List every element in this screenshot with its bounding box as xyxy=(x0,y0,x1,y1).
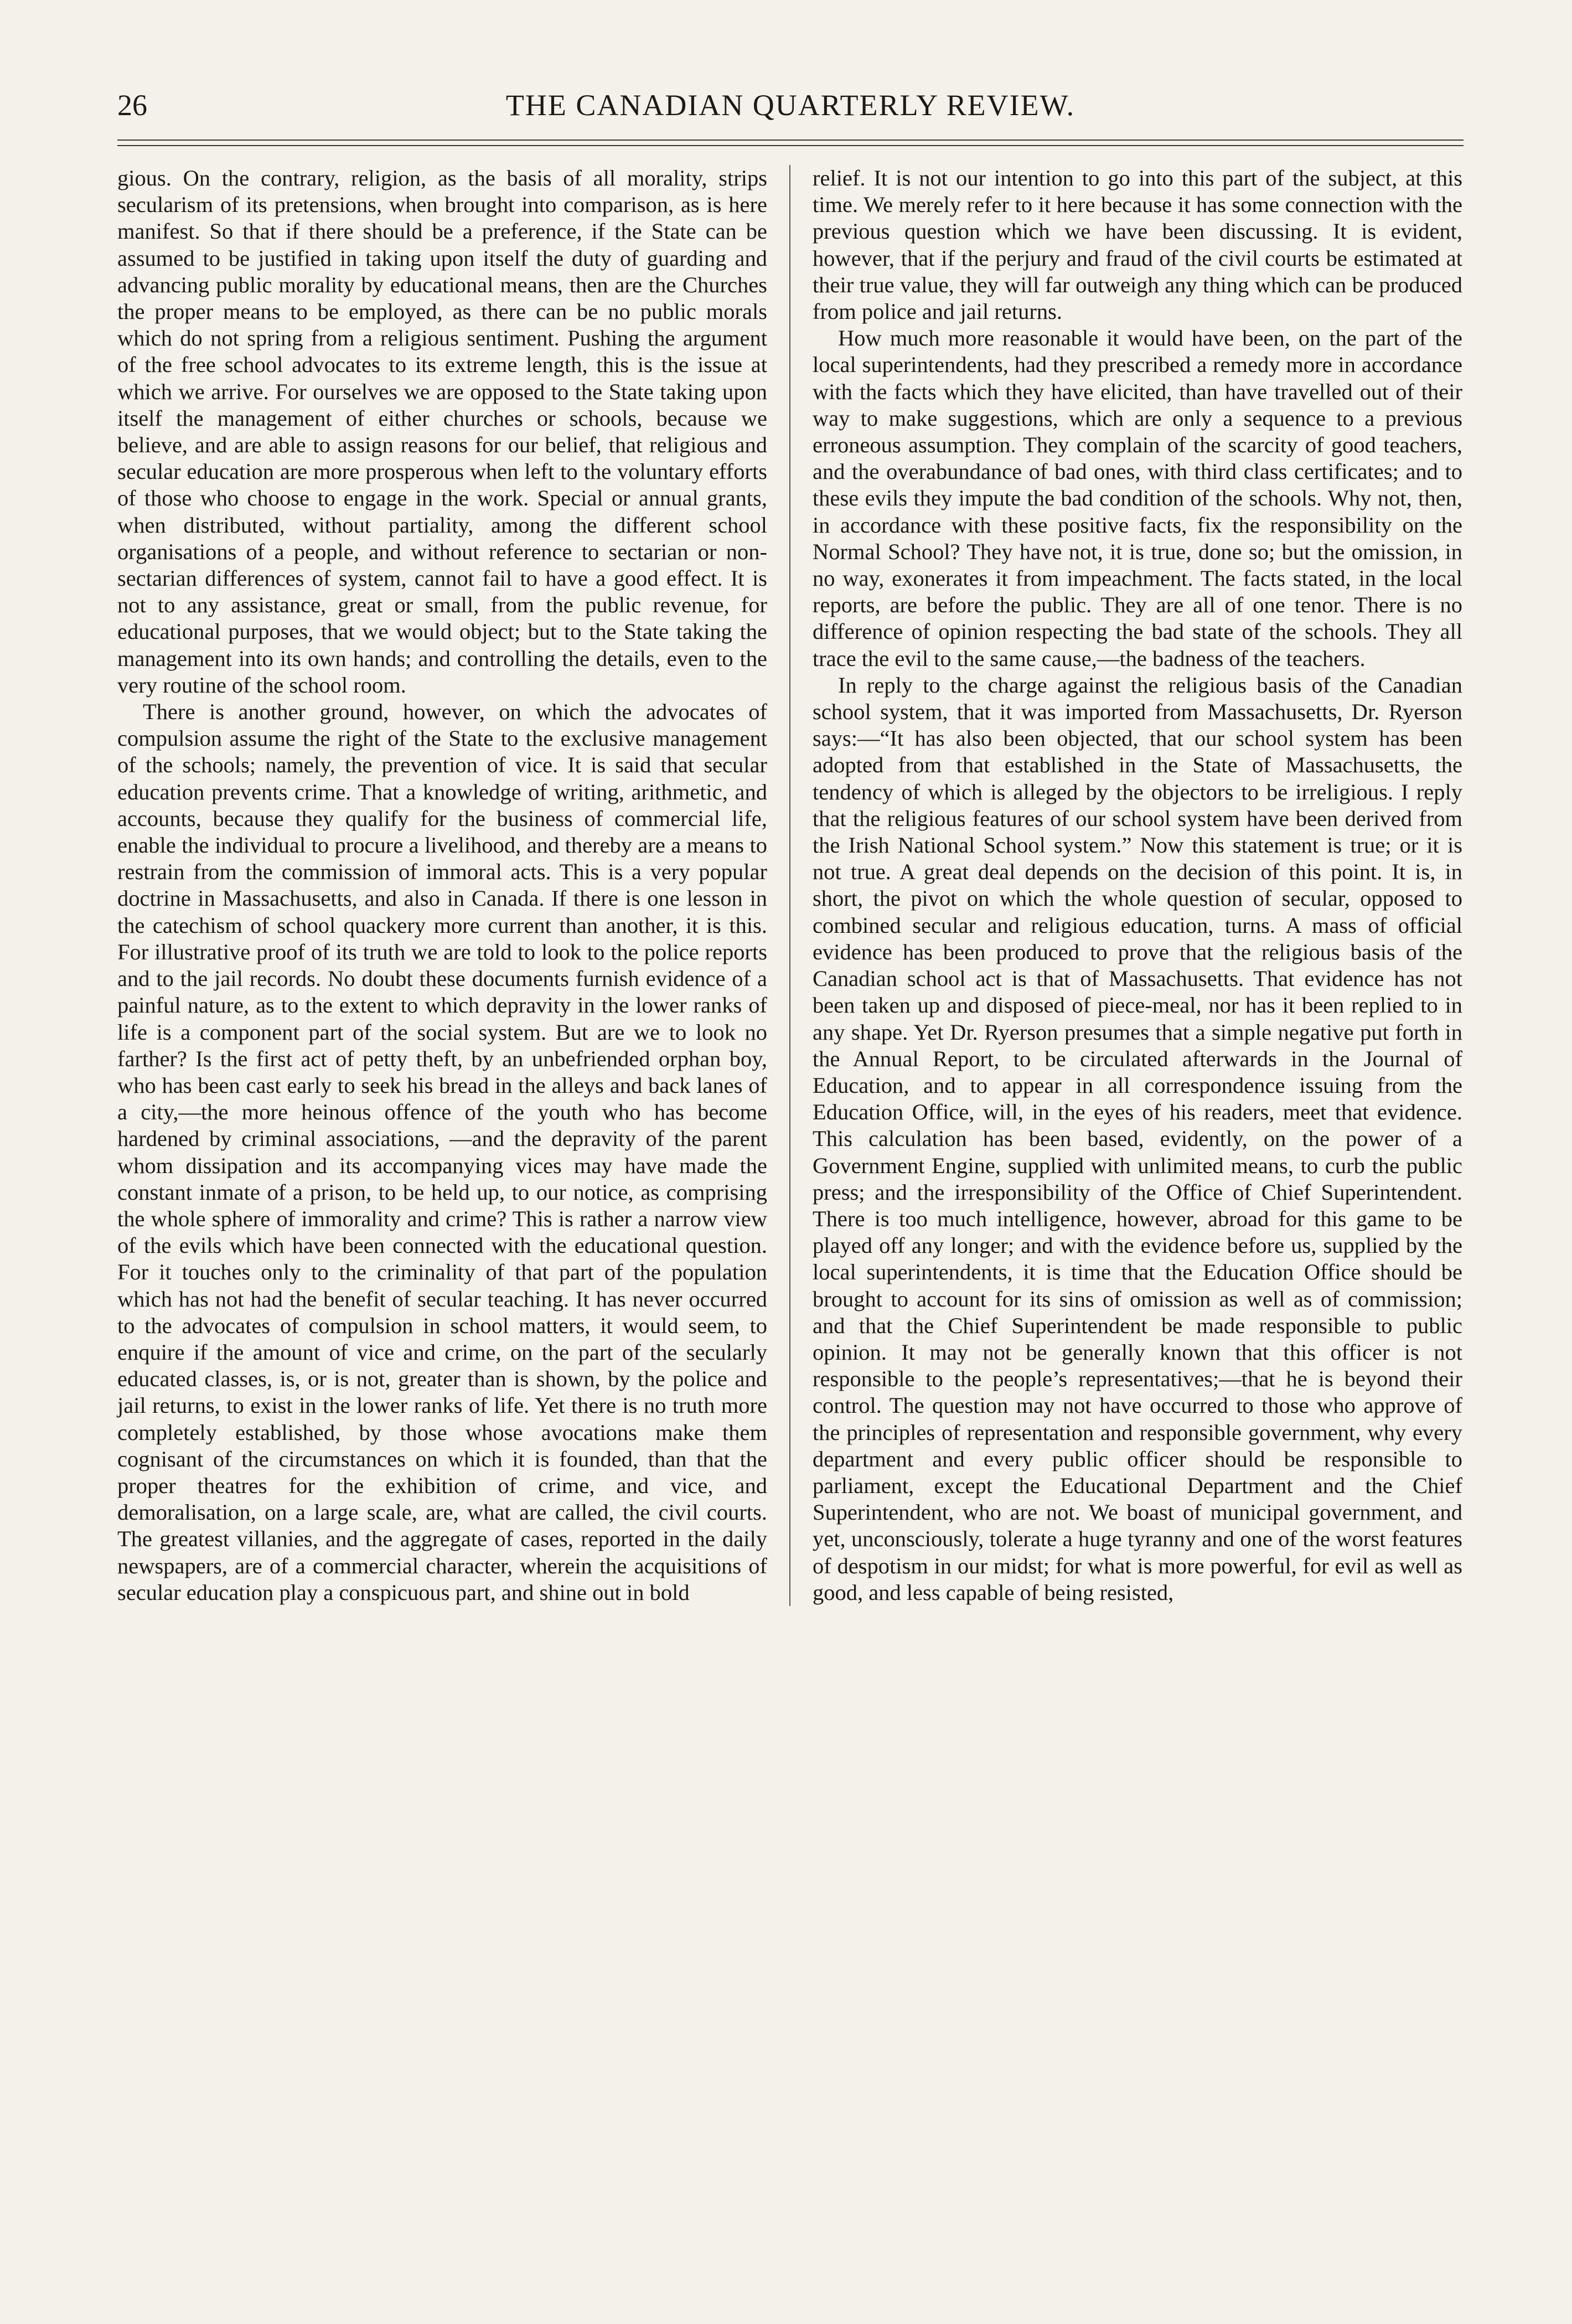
header-rule xyxy=(117,140,1464,146)
left-column xyxy=(117,165,779,1606)
running-title: THE CANADIAN QUARTERLY REVIEW. xyxy=(505,89,1075,122)
page-header xyxy=(117,83,1464,127)
text-columns xyxy=(117,165,1464,1606)
paragraph: There is another ground, however, on which the advocates of compulsion assume the right of the State to the exclusive management of the schools; namely, the prevention of vice. It is said that secular education prevents crime. That a knowledge of writing, arithmetic, and accounts, because they qualify for the business of commercial life, enable the individual to procure a livelihood, and thereby are a means to restrain from the commission of immoral acts. This is a very popular doctrine in Massachusetts, and also in Canada. If there is one lesson in the catechism of school quackery more current than another, it is this. For illustrative proof of its truth we are told to look to the police reports and to the jail records. No doubt these documents furnish evidence of a painful nature, as to the extent to which depravity in the lower ranks of life is a component part of the social system. But are we to look no farther? Is the first act of petty theft, by an unbefriended orphan boy, who has been cast early to seek his bread in the alleys and back lanes of a city,—the more heinous offence of the youth who has become hardened by criminal associations, —and the depravity of the parent whom dissipation and its accompanying vices may have made the constant inmate of a prison, to be held up, to our notice, as comprising the whole sphere of immorality and crime? This is rather a narrow view of the evils which have been connected with the educational question. For it touches only to the criminality of that part of the population which has not had the benefit of secular teaching. It has never occurred to the advocates of compulsion in school matters, it would seem, to enquire if the amount of vice and crime, on the part of the secularly educated classes, is, or is not, greater than is shown, by the police and jail returns, to exist in the lower ranks of life. Yet there is no truth more completely established, by those whose avocations make them cognisant of the circumstances on which it is founded, than that the proper theatres for the exhibition of crime, and vice, and demoralisation, on a large scale, are, what are called, the civil courts. The greatest villanies, and the aggregate of cases, reported in the daily newspapers, are of a commercial character, wherein the acquisitions of secular education play a conspicuous part, and shine out in bold xyxy=(117,699,767,1605)
right-column xyxy=(800,165,1462,1606)
page-number: 26 xyxy=(117,89,147,122)
paragraph: In reply to the charge against the religious basis of the Canadian school system, that it was imported from Massachusetts, Dr. Ryerson says:—“It has also been objected, that our school system has been adopted from that established in the State of Massachusetts, the tendency of which is alleged by the objectors to be irreligious. I reply that the religious features of our school system have been derived from the Irish National School system.” Now this statement is true; or it is not true. A great deal depends on the decision of this point. It is, in short, the pivot on which the whole question of secular, opposed to combined secular and religious education, turns. A mass of official evidence has been produced to prove that the religious basis of the Canadian school act is that of Massachusetts. That evidence has not been taken up and disposed of piece-meal, nor has it been replied to in any shape. Yet Dr. Ryerson presumes that a simple negative put forth in the Annual Report, to be circulated afterwards in the Journal of Education, and to appear in all correspondence issuing from the Education Office, will, in the eyes of his readers, meet that evidence. This calculation has been based, evidently, on the power of a Government Engine, supplied with unlimited means, to curb the public press; and the irresponsibility of the Office of Chief Superintendent. There is too much intelligence, however, abroad for this game to be played off any longer; and with the evidence before us, supplied by the local superintendents, it is time that the Education Office should be brought to account for its sins of omission as well as of commission; and that the Chief Superintendent be made responsible to public opinion. It may not be generally known that this officer is not responsible to the people’s representatives;—that he is beyond their control. The question may not have occurred to those who approve of the principles of representation and responsible government, why every department and every public officer should be responsible to parliament, except the Educational Department and the Chief Superintendent, who are not. We boast of municipal government, and yet, unconsciously, tolerate a huge tyranny and one of the worst features of despotism in our midst; for what is more powerful, for evil as well as good, and less capable of being resisted, xyxy=(813,672,1462,1605)
paragraph: How much more reasonable it would have been, on the part of the local superintendents, had they prescribed a remedy more in accordance with the facts which they have elicited, than have travelled out of their way to make suggestions, which are only a sequence to a previous erroneous assumption. They complain of the scarcity of good teachers, and the overabundance of bad ones, with third class certificates; and to these evils they impute the bad condition of the schools. Why not, then, in accordance with these positive facts, fix the responsibility on the Normal School? They have not, it is true, done so; but the omission, in no way, exonerates it from impeachment. The facts stated, in the local reports, are before the public. They are all of one tenor. There is no difference of opinion respecting the bad state of the schools. They all trace the evil to the same cause,—the badness of the teachers. xyxy=(813,326,1462,671)
column-divider xyxy=(789,165,790,1606)
paragraph: relief. It is not our intention to go into this part of the subject, at this time. We merely refer to it here because it has some connection with the previous question which we have been discussing. It is evident, however, that if the perjury and fraud of the civil courts be estimated at their true value, they will far outweigh any thing which can be produced from police and jail returns. xyxy=(813,166,1462,324)
paragraph: gious. On the contrary, religion, as the basis of all morality, strips secularism of its pretensions, when brought into comparison, as is here manifest. So that if there should be a preference, if the State can be assumed to be justified in taking upon itself the duty of guarding and advancing public morality by educational means, then are the Churches the proper means to be employed, as there can be no public morals which do not spring from a religious sentiment. Pushing the argument of the free school advocates to its extreme length, this is the issue at which we arrive. For ourselves we are opposed to the State taking upon itself the management of either churches or schools, because we believe, and are able to assign reasons for our belief, that religious and secular education are more prosperous when left to the voluntary efforts of those who choose to engage in the work. Special or annual grants, when distributed, without partiality, among the different school organisations of a people, and without reference to sectarian or non-sectarian differences of system, cannot fail to have a good effect. It is not to any assistance, great or small, from the public revenue, for educational purposes, that we would object; but to the State taking the management into its own hands; and controlling the details, even to the very routine of the school room. xyxy=(117,166,767,698)
